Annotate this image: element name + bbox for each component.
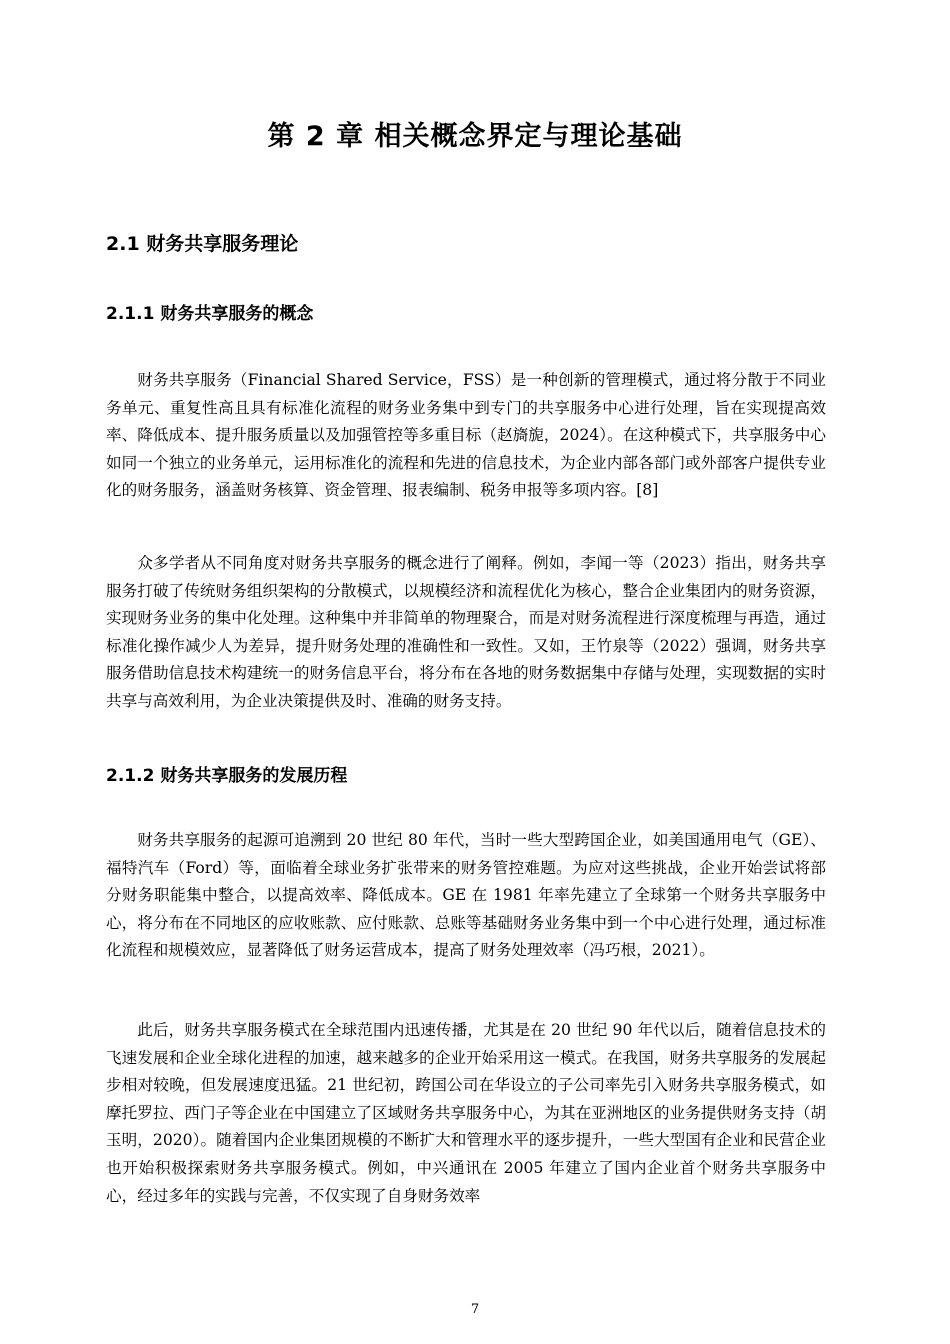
section-heading-2-1: 2.1 财务共享服务理论 bbox=[106, 233, 299, 255]
paragraph-fss-concept-scholars: 众多学者从不同角度对财务共享服务的概念进行了阐释。例如，李闻一等（2023）指出，财务共享服务打破了传统财务组织架构的分散模式，以规模经济和流程优化为核心，整合企业集团内的财务资源，实现财务业务的集中化处理。这种集中并非简单的物理聚合，而是对财务流程进行深度梳理与再造，通过标准化操作减少人为差异，提升财务处理的准确性和一致性。又如，王竹泉等（2022）强调，财务共享服务借助信息技术构建统一的财务信息平台，将分布在各地的财务数据集中存储与处理，实现数据的实时共享与高效利用，为企业决策提供及时、准确的财务支持。 bbox=[106, 554, 826, 710]
page-number: 7 bbox=[470, 1302, 480, 1317]
paragraph-fss-history-spread: 此后，财务共享服务模式在全球范围内迅速传播，尤其是在 20 世纪 90 年代以后，随着信息技术的飞速发展和企业全球化进程的加速，越来越多的企业开始采用这一模式。在我国，财务共享服务的发展起步相对较晚，但发展速度迅猛。21 世纪初，跨国公司在华设立的子公司率先引入财务共享服务模式，如摩托罗拉、西门子等企业在中国建立了区域财务共享服务中心，为其在亚洲地区的业务提供财务支持（胡玉明，2020）。随着国内企业集团规模的不断扩大和管理水平的逐步提升，一些大型国有企业和民营企业也开始积极探索财务共享服务模式。例如，中兴通讯在 2005 年建立了国内企业首个财务共享服务中心，经过多年的实践与完善，不仅实现了自身财务效率 bbox=[106, 1021, 826, 1205]
paragraph-fss-concept-definition: 财务共享服务（Financial Shared Service，FSS）是一种创新的管理模式，通过将分散于不同业务单元、重复性高且具有标准化流程的财务业务集中到专门的共享服务中心进行处理，旨在实现提高效率、降低成本、提升服务质量以及加强管控等多重目标（赵旖旎，2024）。在这种模式下，共享服务中心如同一个独立的业务单元，运用标准化的流程和先进的信息技术，为企业内部各部门或外部客户提供专业化的财务服务，涵盖财务核算、资金管理、报表编制、税务申报等多项内容。[8] bbox=[106, 371, 826, 500]
paragraph-fss-history-origin: 财务共享服务的起源可追溯到 20 世纪 80 年代，当时一些大型跨国企业，如美国通用电气（GE）、福特汽车（Ford）等，面临着全球业务扩张带来的财务管控难题。为应对这些挑战，企业开始尝试将部分财务职能集中整合，以提高效率、降低成本。GE 在 1981 年率先建立了全球第一个财务共享服务中心，将分布在不同地区的应收账款、应付账款、总账等基础财务业务集中到一个中心进行处理，通过标准化流程和规模效应，显著降低了财务运营成本，提高了财务处理效率（冯巧根，2021）。 bbox=[106, 831, 826, 960]
subsection-heading-2-1-1: 2.1.1 财务共享服务的概念 bbox=[106, 304, 314, 324]
subsection-heading-2-1-2: 2.1.2 财务共享服务的发展历程 bbox=[106, 766, 348, 786]
chapter-title: 第 2 章 相关概念界定与理论基础 bbox=[267, 121, 683, 152]
